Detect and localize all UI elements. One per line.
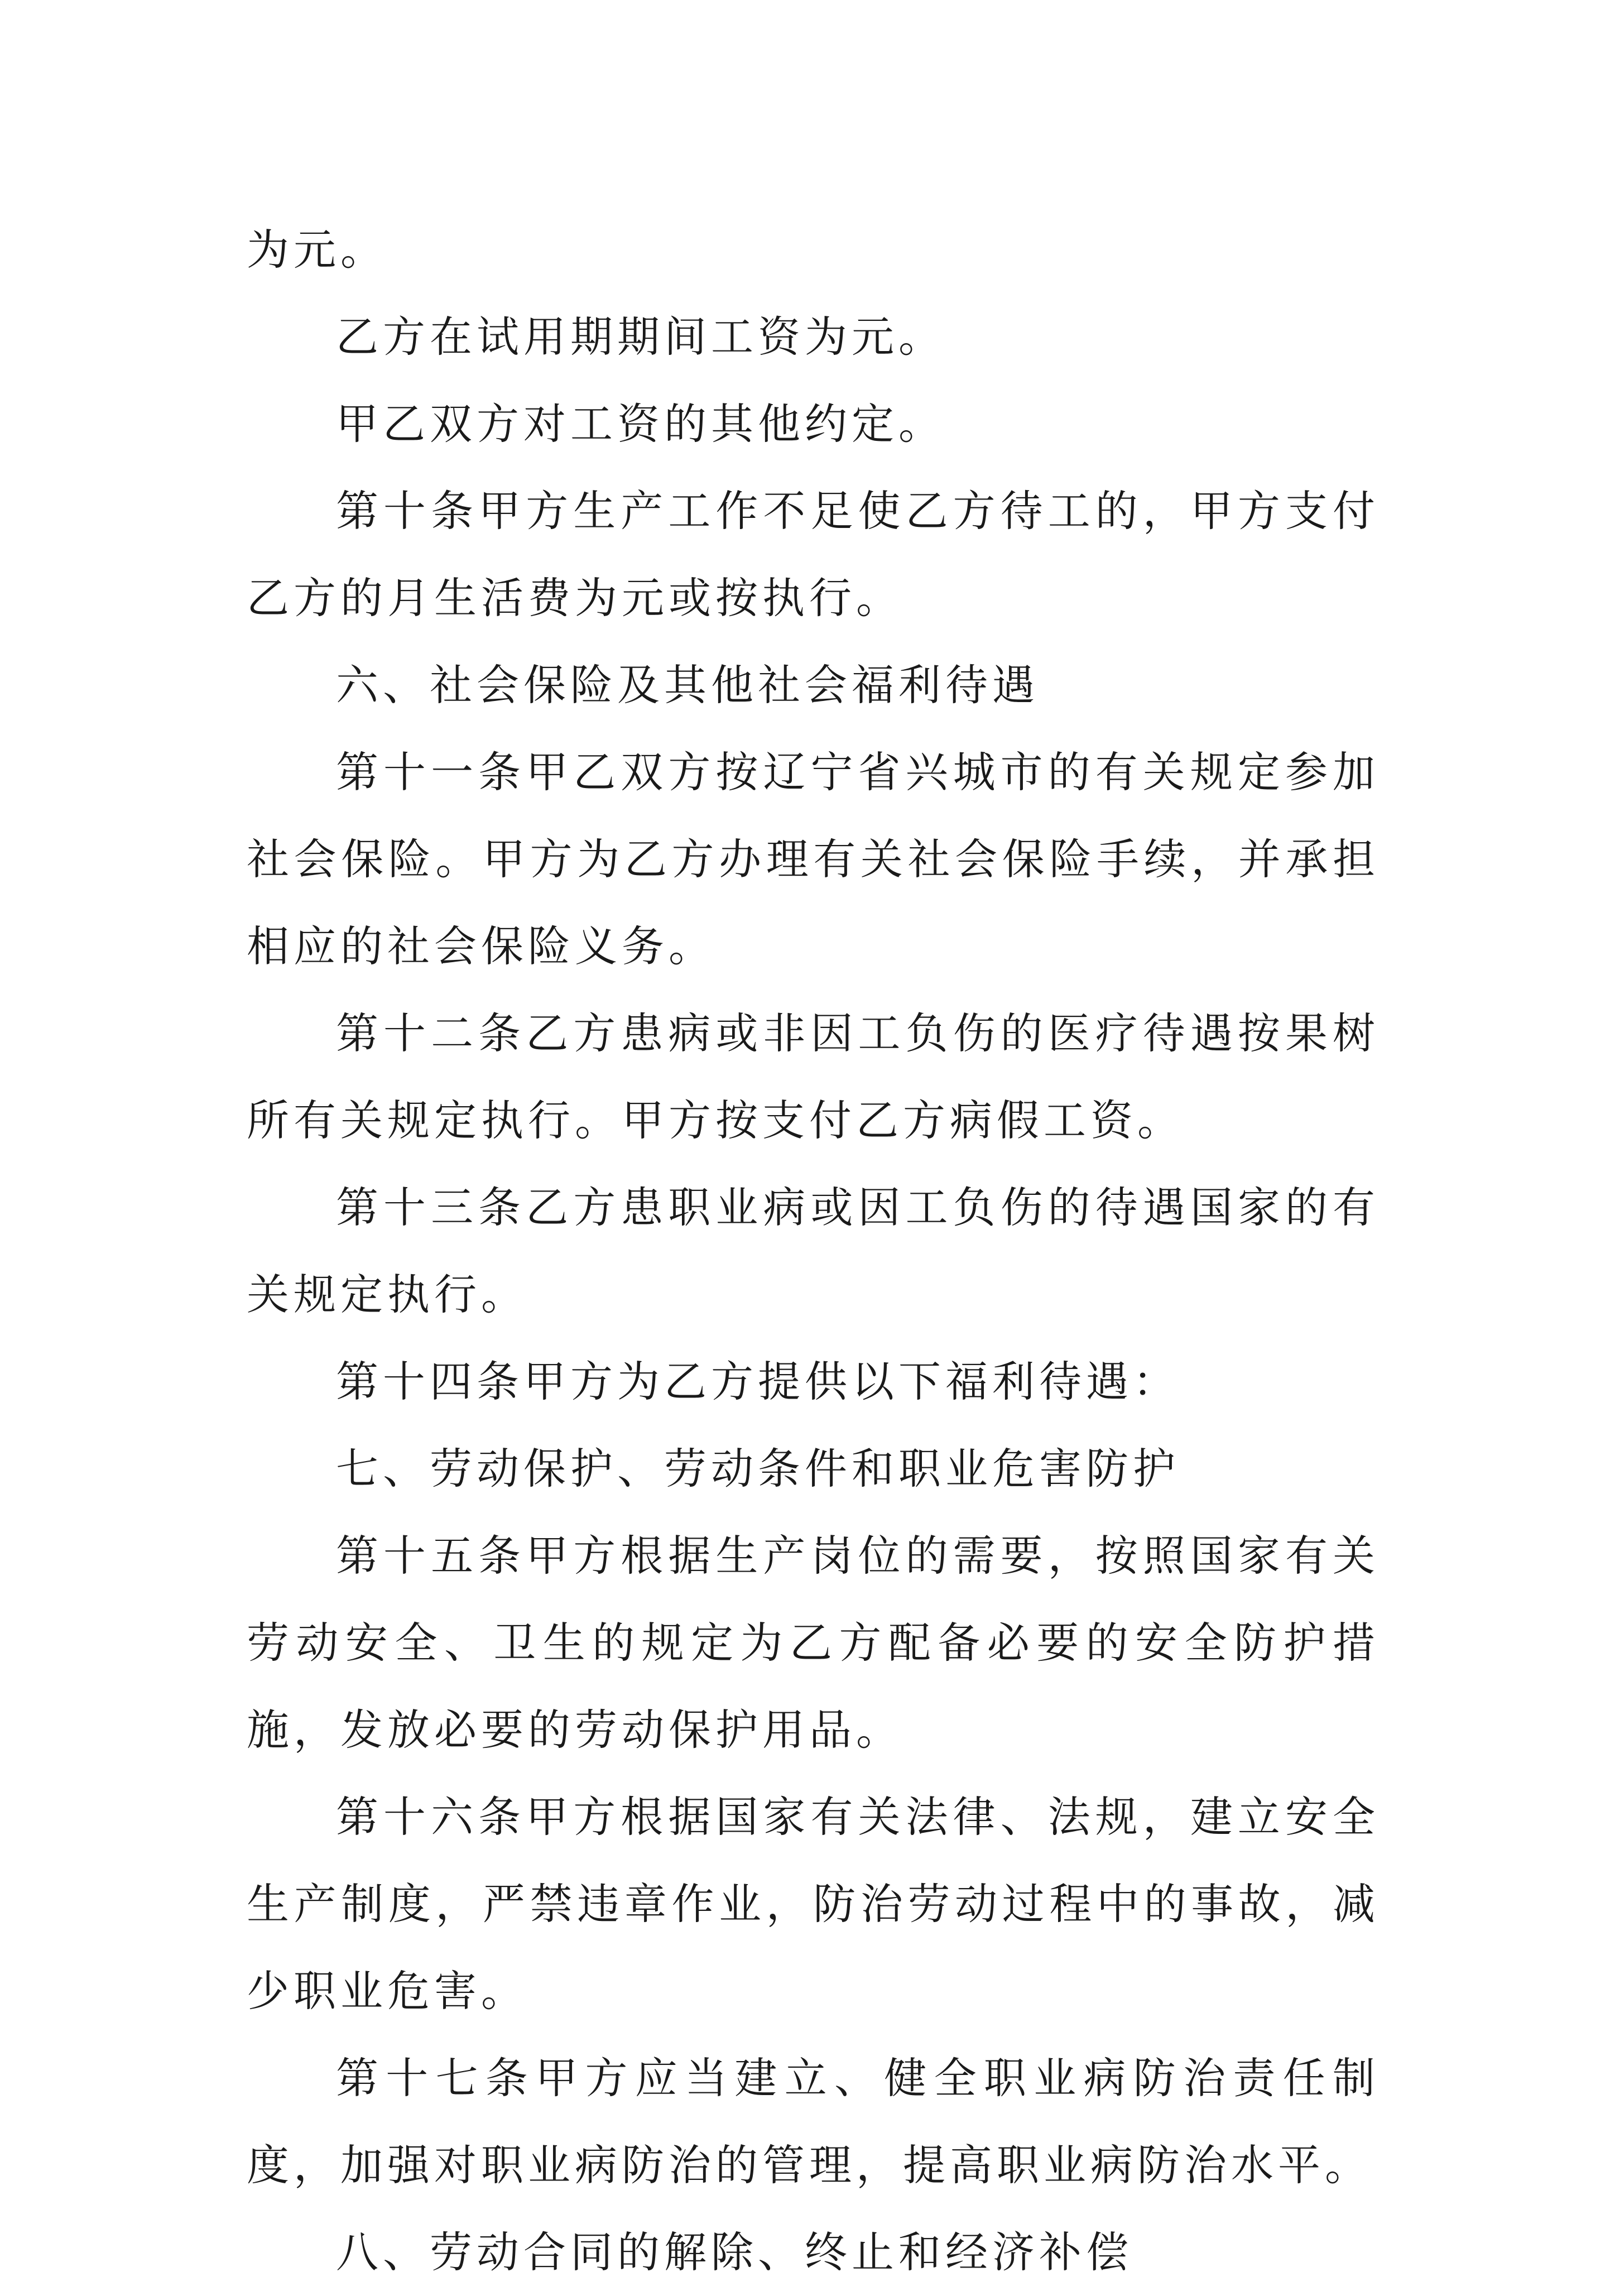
section-heading-8: 八、劳动合同的解除、终止和经济补偿 [336,2227,1133,2277]
article-17: 第十七条甲方应当建立、健全职业病防治责任制度，加强对职业病防治的管理，提高职业病防治水平。 [247,2053,1380,2190]
article-10: 第十条甲方生产工作不足使乙方待工的，甲方支付乙方的月生活费为元或按执行。 [247,486,1380,623]
paragraph-probation-salary: 乙方在试用期期间工资为元。 [336,312,945,362]
article-13: 第十三条乙方患职业病或因工负伤的待遇国家的有关规定执行。 [247,1183,1380,1319]
article-14: 第十四条甲方为乙方提供以下福利待遇： [336,1357,1180,1406]
section-heading-7: 七、劳动保护、劳动条件和职业危害防护 [336,1444,1180,1493]
paragraph-salary-amount: 为元。 [247,225,387,275]
paragraph-other-salary-terms: 甲乙双方对工资的其他约定。 [336,399,945,449]
article-12: 第十二条乙方患病或非因工负伤的医疗待遇按果树所有关规定执行。甲方按支付乙方病假工资。 [247,1008,1380,1145]
article-15: 第十五条甲方根据生产岗位的需要，按照国家有关劳动安全、卫生的规定为乙方配备必要的安全防护措施，发放必要的劳动保护用品。 [247,1531,1380,1755]
document-body [247,206,1380,2296]
article-16: 第十六条甲方根据国家有关法律、法规，建立安全生产制度，严禁违章作业，防治劳动过程中的事故，减少职业危害。 [247,1792,1380,2016]
article-11: 第十一条甲乙双方按辽宁省兴城市的有关规定参加社会保险。甲方为乙方办理有关社会保险手续，并承担相应的社会保险义务。 [247,747,1380,971]
section-heading-6: 六、社会保险及其他社会福利待遇 [336,660,1039,710]
